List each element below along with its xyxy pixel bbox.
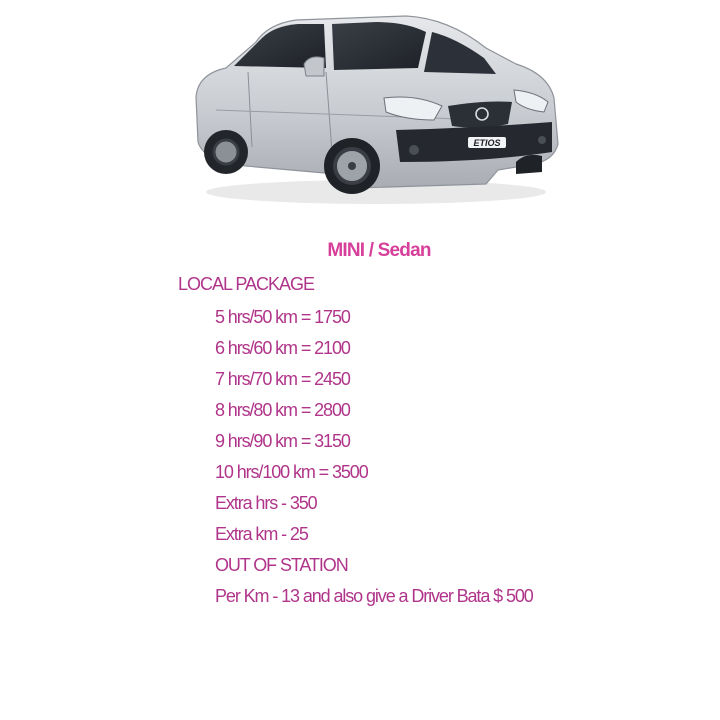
rate-item: 10 hrs/100 km = 3500 [215,462,368,482]
car-badge-text: ETIOS [473,138,501,148]
local-package-heading: LOCAL PACKAGE [178,274,315,294]
rate-item: 8 hrs/80 km = 2800 [215,400,350,420]
extra-hours-rate: Extra hrs - 350 [215,493,317,513]
rate-list [215,305,533,615]
rate-item: 9 hrs/90 km = 3150 [215,431,350,451]
rate-item: 7 hrs/70 km = 2450 [215,369,350,389]
rate-item: 5 hrs/50 km = 1750 [215,307,350,327]
out-of-station-detail: Per Km - 13 and also give a Driver Bata $ 500 [215,586,533,606]
vehicle-category-title: MINI / Sedan [327,240,431,261]
sedan-car-image [186,2,564,212]
out-of-station-heading: OUT OF STATION [215,555,348,575]
extra-km-rate: Extra km - 25 [215,524,308,544]
rate-item: 6 hrs/60 km = 2100 [215,338,350,358]
